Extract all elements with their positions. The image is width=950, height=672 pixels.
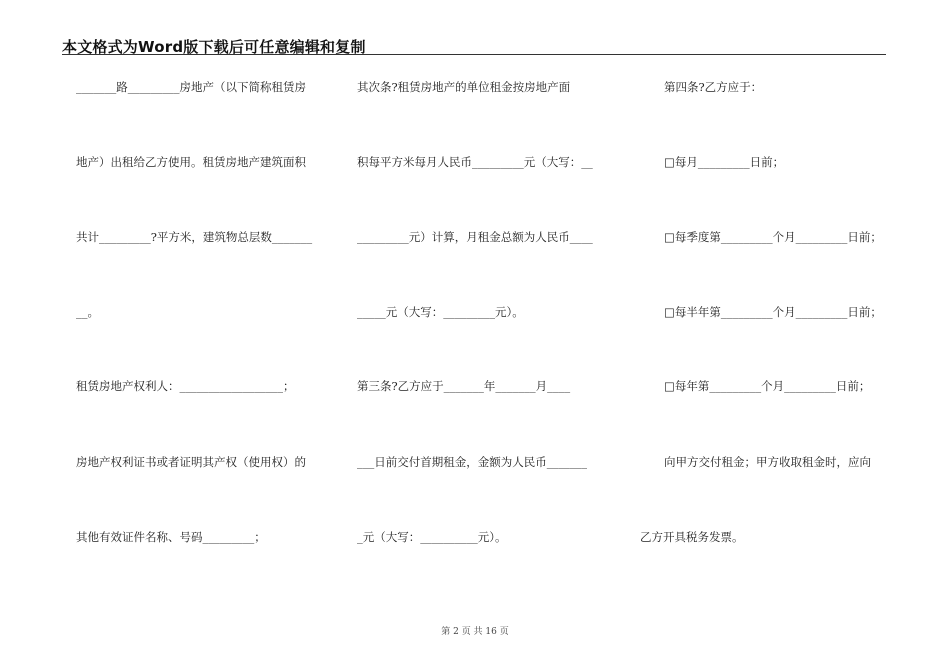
text-line: 第三条?乙方应于_______年_______月____: [357, 379, 571, 393]
page-number: 第 2 页 共 16 页: [441, 627, 509, 637]
text-line: _______路_________房地产（以下简称租赁房: [76, 80, 306, 94]
text-line: 房地产权利证书或者证明其产权（使用权）的: [76, 455, 306, 469]
text-line: 共计_________?平方米，建筑物总层数_______: [76, 230, 313, 244]
text-line: _________元）计算，月租金总额为人民币____: [357, 230, 593, 244]
text-line: _元（大写：__________元）。: [357, 530, 507, 544]
text-line: 租赁房地产权利人：__________________；: [76, 379, 295, 393]
text-line: □每年第_________个月_________日前；: [664, 379, 871, 393]
text-line: 向甲方交付租金；甲方收取租金时，应向: [664, 455, 871, 469]
text-line: _____元（大写：_________元）。: [357, 305, 524, 319]
text-line: 乙方开具税务发票。: [640, 530, 744, 544]
text-column-2: [357, 0, 657, 672]
text-line: 第四条?乙方应于：: [664, 80, 763, 94]
text-line: 积每平方米每月人民币_________元（大写：__: [357, 155, 593, 169]
text-column-1: [76, 0, 376, 672]
text-line: □每半年第_________个月_________日前；: [664, 305, 882, 319]
document-header-title: 本文格式为Word版下载后可任意编辑和复制: [62, 38, 366, 56]
text-line: 地产）出租给乙方使用。租赁房地产建筑面积: [76, 155, 306, 169]
text-line: ___日前交付首期租金，金额为人民币_______: [357, 455, 587, 469]
text-column-3: [640, 0, 890, 672]
text-line: □每季度第_________个月_________日前；: [664, 230, 882, 244]
text-line: □每月_________日前；: [664, 155, 785, 169]
text-line: 其次条?租赁房地产的单位租金按房地产面: [357, 80, 571, 94]
text-line: 其他有效证件名称、号码_________；: [76, 530, 266, 544]
text-line: __。: [76, 305, 99, 319]
